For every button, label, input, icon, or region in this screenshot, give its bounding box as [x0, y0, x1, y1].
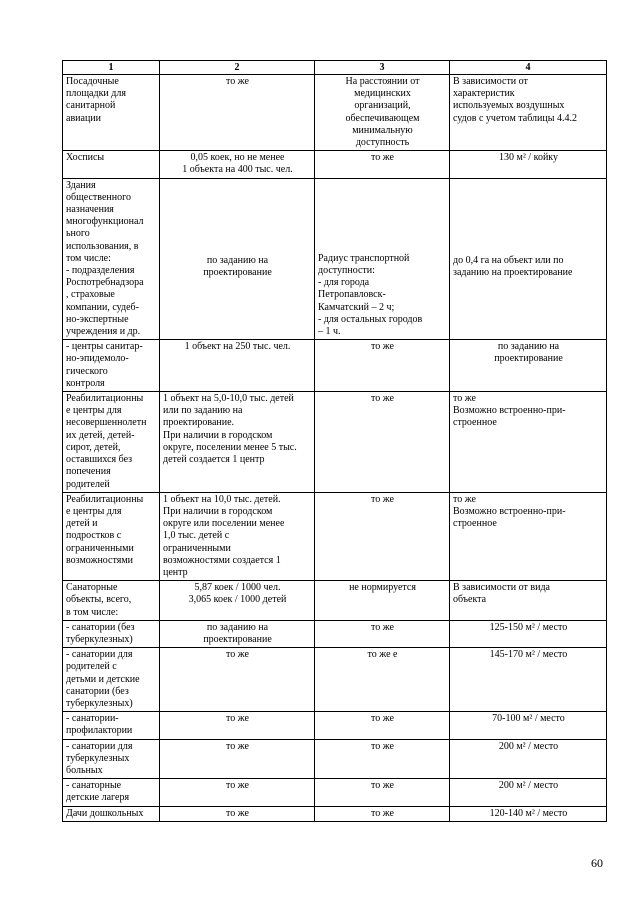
cell-line: проектирование	[494, 353, 563, 365]
table-cell-col2	[160, 75, 315, 151]
table-body	[63, 75, 607, 822]
cell-line: 5,87 коек / 1000 чел.	[194, 582, 281, 594]
cell-line: характеристик	[453, 88, 515, 100]
table-cell-col2	[160, 779, 315, 806]
cell-line: подростков с	[66, 530, 122, 542]
table-cell-col1	[63, 75, 160, 151]
cell-line: обеспечивающем	[345, 112, 420, 124]
table-cell-col1	[63, 492, 160, 580]
table-cell-col2	[160, 492, 315, 580]
cell-line: объекта	[453, 594, 487, 606]
cell-line: то же	[371, 621, 394, 633]
table-cell-col1	[63, 648, 160, 712]
cell-line: то же	[226, 780, 249, 792]
table-row	[63, 492, 607, 580]
cell-line: - санатории для	[66, 649, 133, 661]
table-cell-col2	[160, 151, 315, 178]
cell-line: родителей	[66, 478, 110, 490]
table-cell-col2	[160, 340, 315, 392]
cell-line: родителей с	[66, 661, 117, 673]
table-cell-col2	[160, 806, 315, 821]
cell-line: их детей, детей-	[66, 429, 135, 441]
cell-line: минимальную	[352, 124, 413, 136]
cell-line: детей создается 1 центр	[163, 454, 265, 466]
table-cell-col1	[63, 392, 160, 493]
cell-line: округе, поселении менее 5 тыс.	[163, 441, 297, 453]
table-row	[63, 178, 607, 340]
table-cell-col4	[450, 712, 607, 739]
cell-line: - санатории для	[66, 740, 133, 752]
table-cell-col3	[315, 620, 450, 647]
cell-line: контроля	[66, 377, 105, 389]
table-cell-col2	[160, 581, 315, 621]
cell-line: 1 объект на 10,0 тыс. детей.	[163, 493, 281, 505]
table-cell-col4	[450, 340, 607, 392]
cell-line: использования, в	[66, 240, 139, 252]
table-row	[63, 581, 607, 621]
table-row	[63, 392, 607, 493]
table-cell-col3	[315, 340, 450, 392]
cell-line: - для остальных городов	[318, 313, 423, 325]
table-cell-col4	[450, 739, 607, 779]
cell-line: Петропавловск-	[318, 289, 386, 301]
cell-line: до 0,4 га на объект или по	[453, 254, 564, 266]
cell-line: При наличии в городском	[163, 505, 273, 517]
cell-line: санитарной	[66, 100, 116, 112]
cell-line: судов с учетом таблицы 4.4.2	[453, 112, 577, 124]
cell-line: то же	[371, 780, 394, 792]
cell-line: организаций,	[354, 100, 411, 112]
cell-line: не нормируется	[349, 582, 416, 594]
cell-line: ограниченными	[66, 542, 134, 554]
header-cell-2: 2	[160, 61, 315, 75]
cell-line: объекты, всего,	[66, 594, 132, 606]
cell-line: - центры санитар-	[66, 341, 143, 353]
cell-line: Здания	[66, 179, 96, 191]
table-cell-col2	[160, 712, 315, 739]
cell-line: то же	[371, 713, 394, 725]
table-cell-col1	[63, 581, 160, 621]
cell-line: 3,065 коек / 1000 детей	[188, 594, 287, 606]
table-cell-col4	[450, 178, 607, 340]
cell-line: 70-100 м² / место	[492, 713, 565, 725]
cell-line: то же	[226, 713, 249, 725]
cell-line: гического	[66, 365, 108, 377]
cell-line: 125-150 м² / место	[489, 621, 568, 633]
table-cell-col1	[63, 806, 160, 821]
table-cell-col4	[450, 581, 607, 621]
cell-line: то же	[226, 649, 249, 661]
cell-line: Посадочные	[66, 76, 119, 87]
cell-line: то же	[371, 740, 394, 752]
cell-line: 200 м² / место	[498, 780, 559, 792]
cell-line: возможностями	[66, 554, 134, 566]
cell-line: Роспотребнадзора	[66, 277, 144, 289]
cell-line: в том числе:	[66, 606, 119, 618]
cell-line: по заданию на	[497, 341, 560, 353]
table-cell-col1	[63, 178, 160, 340]
table-cell-col3	[315, 739, 450, 779]
cell-line: то же	[371, 807, 394, 819]
cell-line: детские лагеря	[66, 792, 130, 804]
cell-line: - санаторные	[66, 780, 122, 792]
cell-line: строенное	[453, 518, 497, 530]
cell-line: Камчатский – 2 ч;	[318, 301, 395, 313]
cell-line: то же	[371, 493, 394, 505]
table-cell-col2	[160, 178, 315, 340]
cell-line: заданию на проектирование	[453, 266, 573, 278]
cell-line: то же е	[367, 649, 398, 661]
cell-line: На расстоянии от	[345, 76, 420, 87]
table-cell-col3	[315, 806, 450, 821]
table-cell-col4	[450, 648, 607, 712]
table-cell-col3	[315, 581, 450, 621]
table-cell-col3	[315, 712, 450, 739]
table-cell-col1	[63, 151, 160, 178]
table-row	[63, 739, 607, 779]
table-cell-col4	[450, 620, 607, 647]
table-row	[63, 151, 607, 178]
cell-line: центр	[163, 566, 188, 578]
cell-line: ьного	[66, 228, 90, 240]
table-row	[63, 648, 607, 712]
cell-line: площадки для	[66, 88, 126, 100]
cell-line: Дачи дошкольных	[66, 807, 144, 819]
cell-line: округе или поселении менее	[163, 518, 285, 530]
cell-line: детьми и детские	[66, 673, 140, 685]
table-cell-col3	[315, 392, 450, 493]
table-cell-col3	[315, 492, 450, 580]
cell-line: ограниченными	[163, 542, 231, 554]
table-row	[63, 712, 607, 739]
cell-line: проектирование	[203, 633, 272, 645]
cell-line: но-эпидемоло-	[66, 353, 129, 365]
table-row	[63, 806, 607, 821]
cell-line: возможностями создается 1	[163, 554, 281, 566]
cell-line: Возможно встроенно-при-	[453, 505, 566, 517]
cell-line: – 1 ч.	[318, 326, 341, 338]
cell-line: - подразделения	[66, 265, 135, 277]
table-cell-col1	[63, 779, 160, 806]
table-cell-col1	[63, 340, 160, 392]
norms-table	[62, 60, 607, 822]
table-row	[63, 75, 607, 151]
cell-line: туберкулезных)	[66, 633, 133, 645]
table-cell-col3	[315, 75, 450, 151]
cell-line: строенное	[453, 417, 497, 429]
cell-line: том числе:	[66, 252, 111, 264]
table-cell-col4	[450, 392, 607, 493]
cell-line: Санаторные	[66, 582, 118, 594]
cell-line: попечения	[66, 466, 111, 478]
cell-line: Реабилитационны	[66, 493, 144, 505]
cell-line: больных	[66, 764, 103, 776]
cell-line: , страховые	[66, 289, 115, 301]
cell-line: туберкулезных	[66, 752, 130, 764]
cell-line: компании, судеб-	[66, 301, 139, 313]
table-cell-col4	[450, 806, 607, 821]
table-cell-col4	[450, 492, 607, 580]
cell-line: то же	[453, 493, 476, 505]
cell-line: используемых воздушных	[453, 100, 565, 112]
cell-line: Реабилитационны	[66, 393, 144, 405]
cell-line: по заданию на	[206, 254, 269, 266]
cell-line: сирот, детей,	[66, 441, 121, 453]
cell-line: учреждения и др.	[66, 326, 141, 338]
cell-line: 0,05 коек, но не менее	[190, 152, 285, 164]
cell-line: 1,0 тыс. детей с	[163, 530, 230, 542]
table-cell-col3	[315, 779, 450, 806]
cell-line: но-экспертные	[66, 313, 129, 325]
table-row	[63, 340, 607, 392]
table-cell-col3	[315, 151, 450, 178]
cell-line: Возможно встроенно-при-	[453, 405, 566, 417]
cell-line: - для города	[318, 277, 370, 289]
cell-line: - санатории-	[66, 713, 119, 725]
cell-line: проектирование.	[163, 417, 235, 429]
cell-line: Радиус транспортной	[318, 252, 410, 264]
table-cell-col1	[63, 620, 160, 647]
table-row	[63, 779, 607, 806]
cell-line: авиации	[66, 112, 102, 124]
cell-line: Хосписы	[66, 152, 105, 164]
cell-line: доступность	[355, 137, 410, 149]
cell-line: назначения	[66, 204, 114, 216]
cell-line: то же	[371, 393, 394, 405]
table-header-row	[63, 61, 607, 75]
cell-line: или по заданию на	[163, 405, 243, 417]
table-cell-col4	[450, 75, 607, 151]
cell-line: 200 м² / место	[498, 740, 559, 752]
table-cell-col3	[315, 648, 450, 712]
cell-line: санатории (без	[66, 685, 129, 697]
cell-line: В зависимости от вида	[453, 582, 550, 594]
cell-line: то же	[226, 76, 249, 87]
cell-line: 120-140 м² / место	[489, 807, 568, 819]
cell-line: медицинских	[354, 88, 411, 100]
cell-line: При наличии в городском	[163, 429, 273, 441]
table-cell-col1	[63, 739, 160, 779]
cell-line: В зависимости от	[453, 76, 528, 87]
header-cell-1: 1	[63, 61, 160, 75]
cell-line: оставшихся без	[66, 454, 133, 466]
cell-line: доступности:	[318, 265, 375, 277]
page-number: 60	[591, 856, 603, 870]
cell-line: 1 объекта на 400 тыс. чел.	[182, 164, 293, 176]
table-cell-col4	[450, 151, 607, 178]
cell-line: е центры для	[66, 405, 122, 417]
cell-line: то же	[226, 807, 249, 819]
cell-line: то же	[453, 393, 476, 405]
cell-line: по заданию на	[206, 621, 269, 633]
table-cell-col4	[450, 779, 607, 806]
table-cell-col1	[63, 712, 160, 739]
header-cell-3: 3	[315, 61, 450, 75]
cell-line: 1 объект на 5,0-10,0 тыс. детей	[163, 393, 294, 405]
cell-line: профилактории	[66, 725, 133, 737]
cell-line: то же	[371, 341, 394, 353]
cell-line: многофункционал	[66, 216, 144, 228]
cell-line: несовершеннолетн	[66, 417, 147, 429]
cell-line: 1 объект на 250 тыс. чел.	[184, 341, 291, 353]
header-cell-4: 4	[450, 61, 607, 75]
cell-line: детей и	[66, 518, 98, 530]
cell-line: туберкулезных)	[66, 697, 133, 709]
table-cell-col3	[315, 178, 450, 340]
cell-line: то же	[371, 152, 394, 164]
cell-line: 145-170 м² / место	[489, 649, 568, 661]
table-cell-col2	[160, 392, 315, 493]
cell-line: то же	[226, 740, 249, 752]
cell-line: 130 м² / койку	[498, 152, 559, 164]
cell-line: - санатории (без	[66, 621, 135, 633]
table-cell-col2	[160, 739, 315, 779]
cell-line: е центры для	[66, 505, 122, 517]
table-row	[63, 620, 607, 647]
cell-line: проектирование	[203, 266, 272, 278]
table-cell-col2	[160, 620, 315, 647]
cell-line: общественного	[66, 191, 131, 203]
table-cell-col2	[160, 648, 315, 712]
